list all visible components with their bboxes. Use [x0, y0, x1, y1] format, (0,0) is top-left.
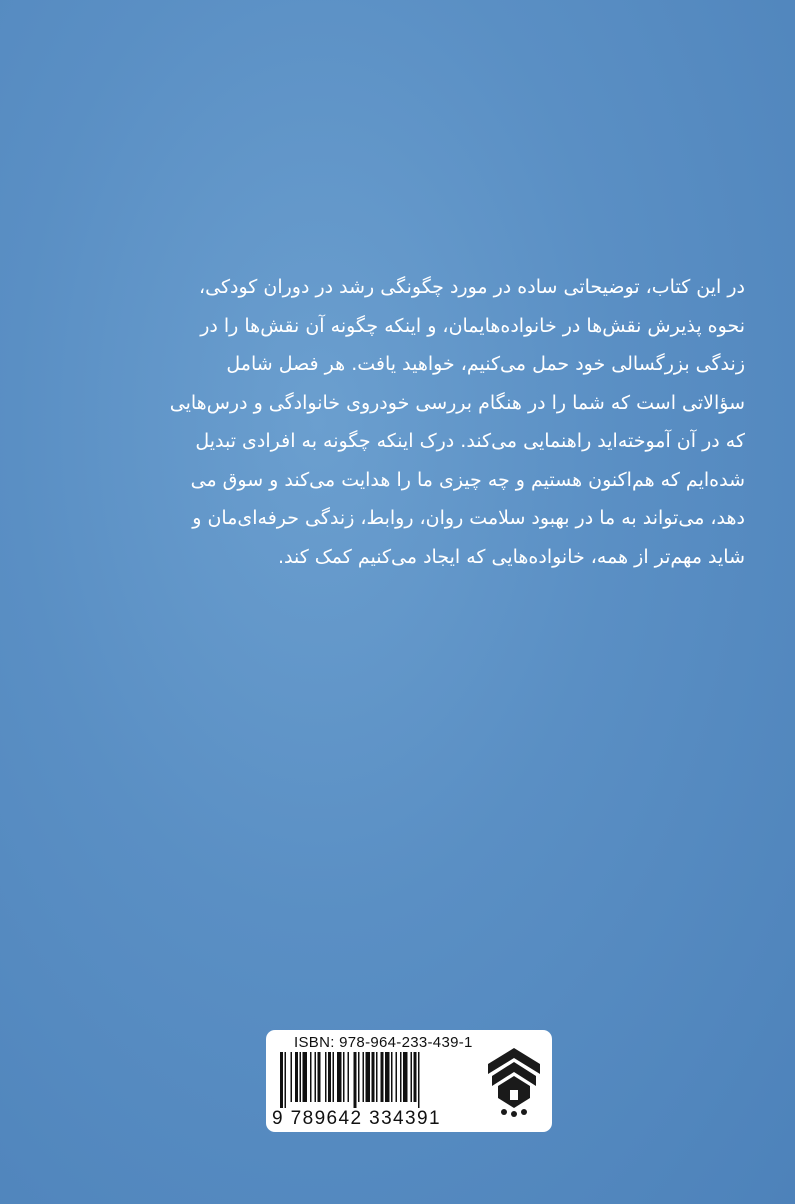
blurb-line: زندگی بزرگسالی خود حمل می‌کنیم، خواهید یافت. هر فصل شامل	[226, 353, 745, 375]
blurb-line: نحوه پذیرش نقش‌ها در خانواده‌هایمان، و اینکه چگونه آن نقش‌ها را در	[200, 314, 745, 337]
blurb-line: در این کتاب، توضیحاتی ساده در مورد چگونگی رشد در دوران کودکی،	[199, 276, 745, 298]
isbn-text: ISBN: 978-964-233-439-1	[294, 1034, 473, 1051]
blurb-line: سؤالاتی است که شما را در هنگام بررسی خودروی خانوادگی و درس‌هایی	[169, 391, 745, 414]
blurb-line: شده‌ایم که هم‌اکنون هستیم و چه چیزی ما را هدایت می‌کند و سوق می	[190, 468, 745, 491]
blurb-line: دهد، می‌تواند به ما در بهبود سلامت روان، روابط، زندگی حرفه‌ای‌مان و	[192, 507, 745, 529]
barcode-image	[276, 1052, 476, 1108]
isbn-label	[266, 1030, 552, 1132]
back-cover-blurb	[55, 268, 745, 576]
blurb-line: شاید مهم‌تر از همه، خانواده‌هایی که ایجاد می‌کنیم کمک کند.	[277, 545, 745, 568]
barcode-digits: 9 789642 334391	[272, 1108, 441, 1129]
publisher-logo-icon	[484, 1046, 544, 1118]
blurb-line: که در آن آموخته‌اید راهنمایی می‌کند. درک اینکه چگونه به افرادی تبدیل	[195, 430, 745, 452]
